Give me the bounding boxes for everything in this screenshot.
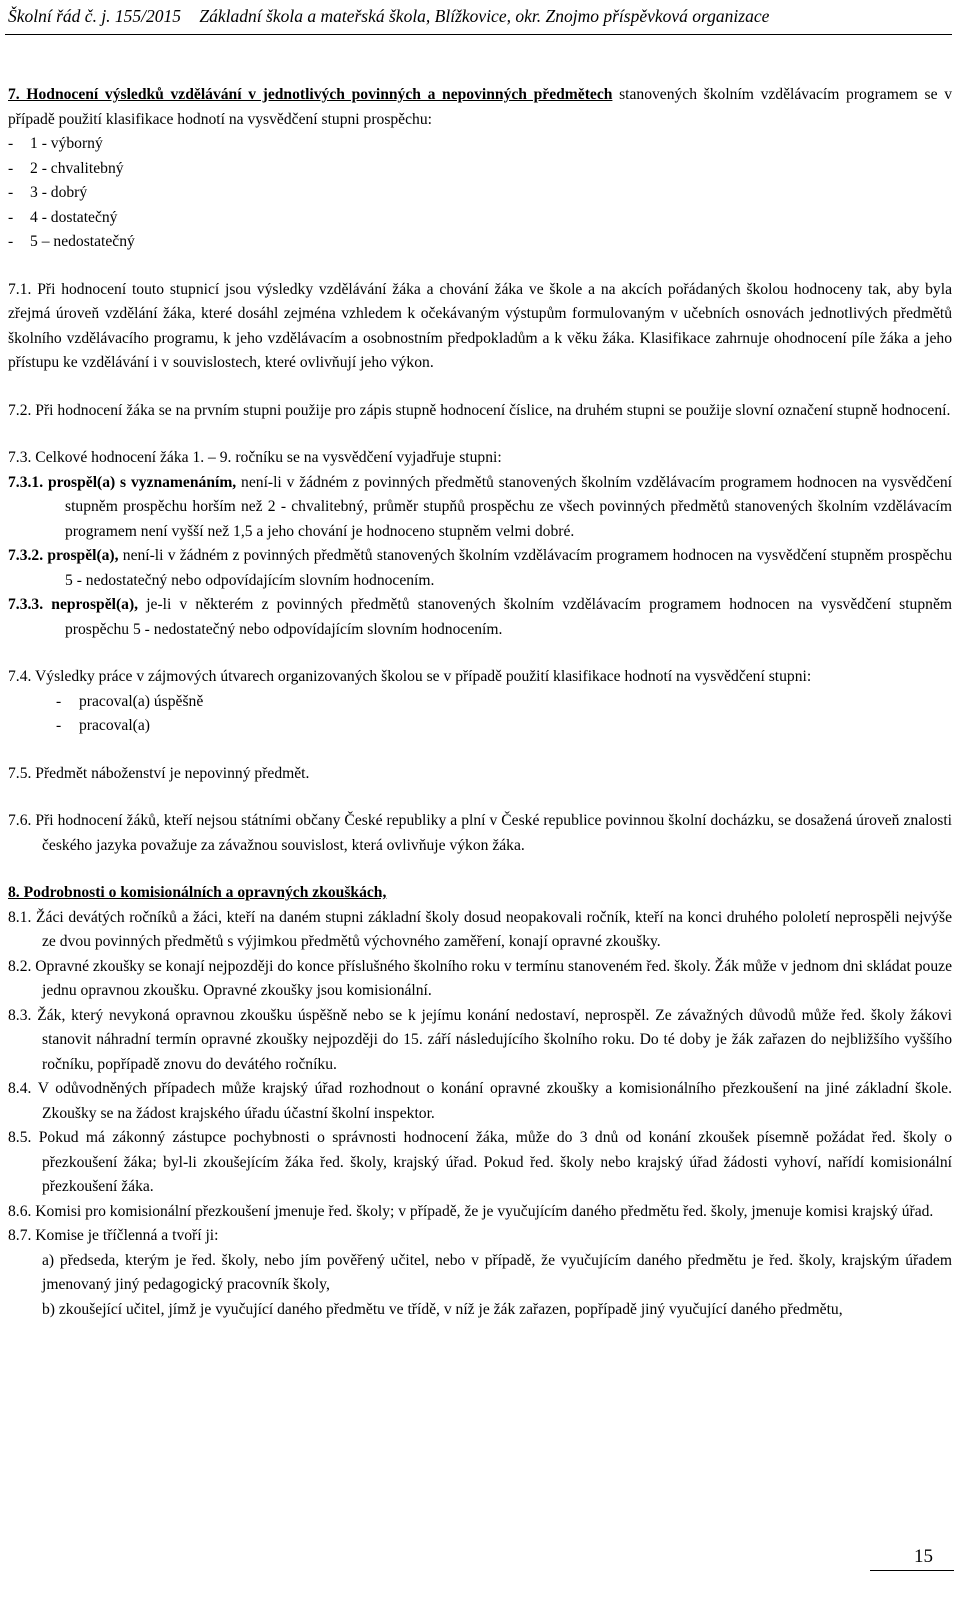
paragraph-7-3-1: 7.3.1. prospěl(a) s vyznamenáním, není-li v žádném z povinných předmětů stanovených školním vzdělávacím programem hodnocen na vysvědčení stupněm prospěchu horším než 2 - chvalitebný, průměr stupňů prospěchu ze všech povinných předmětů stanovených školním vzdělávacím programem není vyšší než 1,5 a jeho chování je hodnoceno stupněm velmi dobré. [8,473,952,540]
paragraph-8-7: 8.7. Komise je tříčlenná a tvoří ji: [8,1227,219,1244]
paragraph-7-1: 7.1. Při hodnocení touto stupnicí jsou výsledky vzdělávání žáka a chování žáka ve škole a na akcích pořádaných školou hodnoceny tak, aby byla zřejmá úroveň vzdělání žáka, které dosáhl zejména vzhledem k očekávaným výstupům formulovaným v učebních osnovách jednotlivých předmětů školního vzdělávacího programu, k jeho vzdělávacím a osobnostním předpokladům a k věku žáka. Klasifikace zahrnuje ohodnocení píle žáka a jeho přístupu ke vzdělávání i v souvislostech, které ovlivňují jeho výkon. [8,280,952,371]
document-body [8,83,952,1322]
section-7-title: 7. Hodnocení výsledků vzdělávání v jednotlivých povinných a nepovinných předmětech stanovených školním vzdělávacím programem se v případě použití klasifikace hodnotí na vysvědčení stupni prospěchu: [8,86,952,128]
grades-list [8,132,952,255]
list-item: - 4 - dostatečný [8,208,118,226]
header-school: Základní škola a mateřská škola, Blížkovice, okr. Znojmo příspěvková organizace [199,6,770,26]
footer-rule [870,1570,954,1571]
paragraph-7-5: 7.5. Předmět náboženství je nepovinný předmět. [8,764,310,782]
paragraph-8-4: 8.4. V odůvodněných případech může krajský úřad rozhodnout o konání opravné zkoušky a komisionálního přezkoušení na jiné základní škole. Zkoušky se na žádost krajského úřadu účastní školní inspektor. [8,1080,952,1122]
paragraph-7-3: 7.3. Celkové hodnocení žáka 1. – 9. ročníku se na vysvědčení vyjadřuje stupni: [8,449,502,466]
paragraph-8-1: 8.1. Žáci devátých ročníků a žáci, kteří na daném stupni základní školy dosud neopakovali ročník, kteří na konci druhého pololetí neprospěli nejvýše ze dvou povinných předmětů s výjimkou předmětů výchovného zaměření, konají opravné zkoušky. [8,908,952,950]
paragraph-8-3: 8.3. Žák, který nevykoná opravnou zkoušku úspěšně nebo se k jejímu konání nedostaví, neprospěl. Ze závažných důvodů může řed. školy žákovi stanovit náhradní termín opravné zkoušky nejpozději do 15. září následujícího školního roku. Do té doby je žák zařazen do nejbližšího vyššího ročníku, popřípadě znovu do devátého ročníku. [8,1006,952,1073]
paragraph-8-7-a: a) předseda, kterým je řed. školy, nebo jím pověřený učitel, nebo v případě, že vyučujícím daného předmětu je řed. školy, krajským úřadem jmenovaný jiný pedagogický pracovník školy, [42,1251,952,1293]
paragraph-7-3-2: 7.3.2. prospěl(a), není-li v žádném z povinných předmětů stanovených školním vzdělávacím programem hodnocen na vysvědčení stupněm prospěchu 5 - nedostatečný nebo odpovídajícím slovním hodnocením. [8,547,952,589]
paragraph-7-2: 7.2. Při hodnocení žáka se na prvním stupni použije pro zápis stupně hodnocení číslice, na druhém stupni se použije slovní označení stupně hodnocení. [8,401,951,419]
paragraph-7-3-3: 7.3.3. neprospěl(a), je-li v některém z povinných předmětů stanovených školním vzdělávacím programem hodnocen na vysvědčení stupněm prospěchu 5 - nedostatečný nebo odpovídajícím slovním hodnocením. [8,596,953,638]
paragraph-7-6: 7.6. Při hodnocení žáků, kteří nejsou státními občany České republiky a plní v České republice povinnou školní docházku, se dosažená úroveň znalosti českého jazyka považuje za závažnou souvislost, která ovlivňuje výkon žáka. [8,812,952,854]
section-8-heading: 8. Podrobnosti o komisionálních a opravných zkouškách, [8,884,387,901]
paragraph-8-7-b: b) zkoušející učitel, jímž je vyučující daného předmětu ve třídě, v níž je žák zařazen, popřípadě jiný vyučující daného předmětu, [42,1300,843,1318]
header-ref: Školní řád č. j. 155/2015 [8,6,182,26]
paragraph-8-6: 8.6. Komisi pro komisionální přezkoušení jmenuje řed. školy; v případě, že je vyučujícím daného předmětu řed. školy, jmenuje komisi krajský úřad. [8,1202,934,1220]
list-item: - 5 – nedostatečný [8,233,135,250]
paragraph-8-2: 8.2. Opravné zkoušky se konají nejpozději do konce příslušného školního roku v termínu stanoveném řed. školy. Žák může v jednom dni skládat pouze jednu opravnou zkoušku. Opravné zkoušky jsou komisionální. [8,957,952,999]
paragraph-7-4: 7.4. Výsledky práce v zájmových útvarech organizovaných školou se v případě použití klasifikace hodnotí na vysvědčení stupni: [8,668,812,685]
list-item: - 1 - výborný [8,135,103,152]
page-header [8,4,952,28]
list-item: - 3 - dobrý [8,184,88,201]
header-rule [5,34,952,35]
paragraph-8-5: 8.5. Pokud má zákonný zástupce pochybnosti o správnosti hodnocení žáka, může do 3 dnů od konání zkoušek písemně požádat řed. školy o přezkoušení žáka; byl-li zkoušejícím žáka řed. školy, krajský úřad. Pokud řed. školy nebo krajský úřad žádosti vyhoví, nařídí komisionální přezkoušení žáka. [8,1129,952,1195]
list-item: - pracoval(a) [56,717,150,734]
list-item: - 2 - chvalitebný [8,159,124,177]
section-7-heading: 7. Hodnocení výsledků vzdělávání v jednotlivých povinných a nepovinných předmětech [8,86,613,103]
list-item: - pracoval(a) úspěšně [56,692,204,710]
page-number: 15 [914,1546,933,1567]
